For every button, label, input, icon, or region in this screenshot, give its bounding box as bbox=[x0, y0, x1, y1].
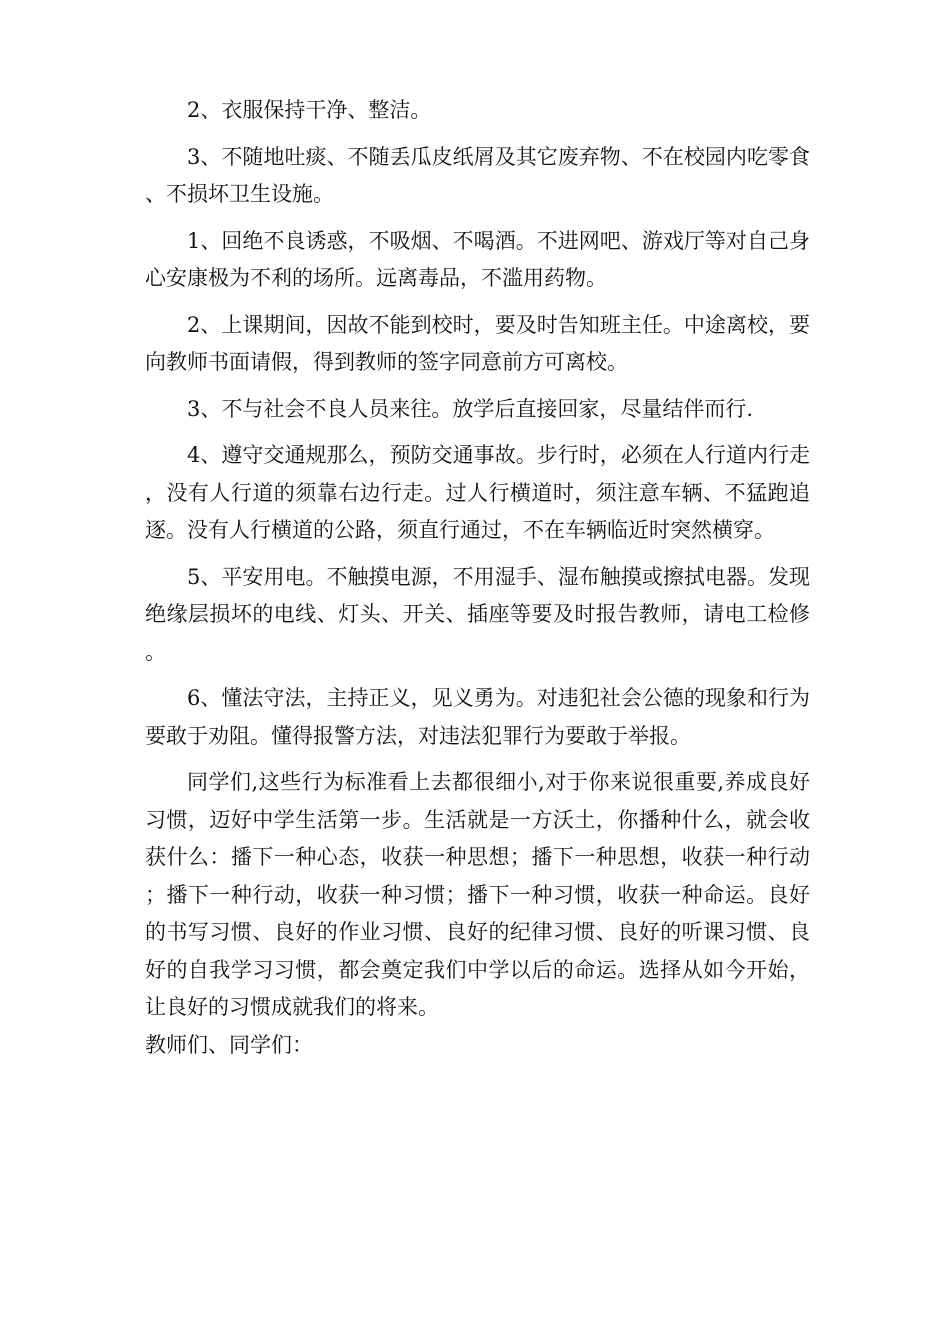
paragraph-traffic-safety: 4、遵守交通规那么，预防交通事故。步行时，必须在人行道内行走，没有人行道的须靠右边行走。过人行横道时，须注意车辆、不猛跑追逐。没有人行横道的公路，须直行通过，不在车辆临近时突然横穿。 bbox=[145, 443, 810, 542]
closing-salutation: 教师们、同学们： bbox=[145, 1032, 313, 1057]
paragraph-law-abiding: 6、懂法守法，主持正义，见义勇为。对违犯社会公德的现象和行为要敢于劝阻。懂得报警方法，对违法犯罪行为要敢于举报。 bbox=[145, 686, 810, 748]
paragraph-clothing: 2、衣服保持干净、整洁。 bbox=[187, 98, 432, 122]
paragraph-social-contacts: 3、不与社会不良人员来往。放学后直接回家，尽量结伴而行. bbox=[187, 396, 754, 421]
paragraph-good-habits: 同学们,这些行为标准看上去都很细小,对于你来说很重要,养成良好习惯，迈好中学生活第一步。生活就是一方沃土，你播种什么，就会收获什么：播下一种心态，收获一种思想；播下一种思想，收获一种行动；播下一种行动，收获一种习惯；播下一种习惯，收获一种命运。良好的书写习惯、良好的作业习惯、良好的纪律习惯、良好的听课习惯、良好的自我学习习惯，都会奠定我们中学以后的命运。选择从如今开始，让良好的习惯成就我们的将来。 bbox=[145, 770, 810, 1019]
paragraph-hygiene: 3、不随地吐痰、不随丢瓜皮纸屑及其它废弃物、不在校园内吃零食、不损坏卫生设施。 bbox=[145, 144, 810, 206]
document-body bbox=[145, 92, 810, 1064]
paragraph-refuse-temptation: 1、回绝不良诱惑，不吸烟、不喝酒。不进网吧、游戏厅等对自己身心安康极为不利的场所。远离毒品，不滥用药物。 bbox=[145, 228, 810, 290]
paragraph-leave-school: 2、上课期间，因故不能到校时，要及时告知班主任。中途离校，要向教师书面请假，得到教师的签字同意前方可离校。 bbox=[145, 312, 810, 374]
paragraph-electrical-safety: 5、平安用电。不触摸电源，不用湿手、湿布触摸或擦拭电器。发现绝缘层损坏的电线、灯头、开关、插座等要及时报告教师，请电工检修。 bbox=[145, 564, 810, 664]
